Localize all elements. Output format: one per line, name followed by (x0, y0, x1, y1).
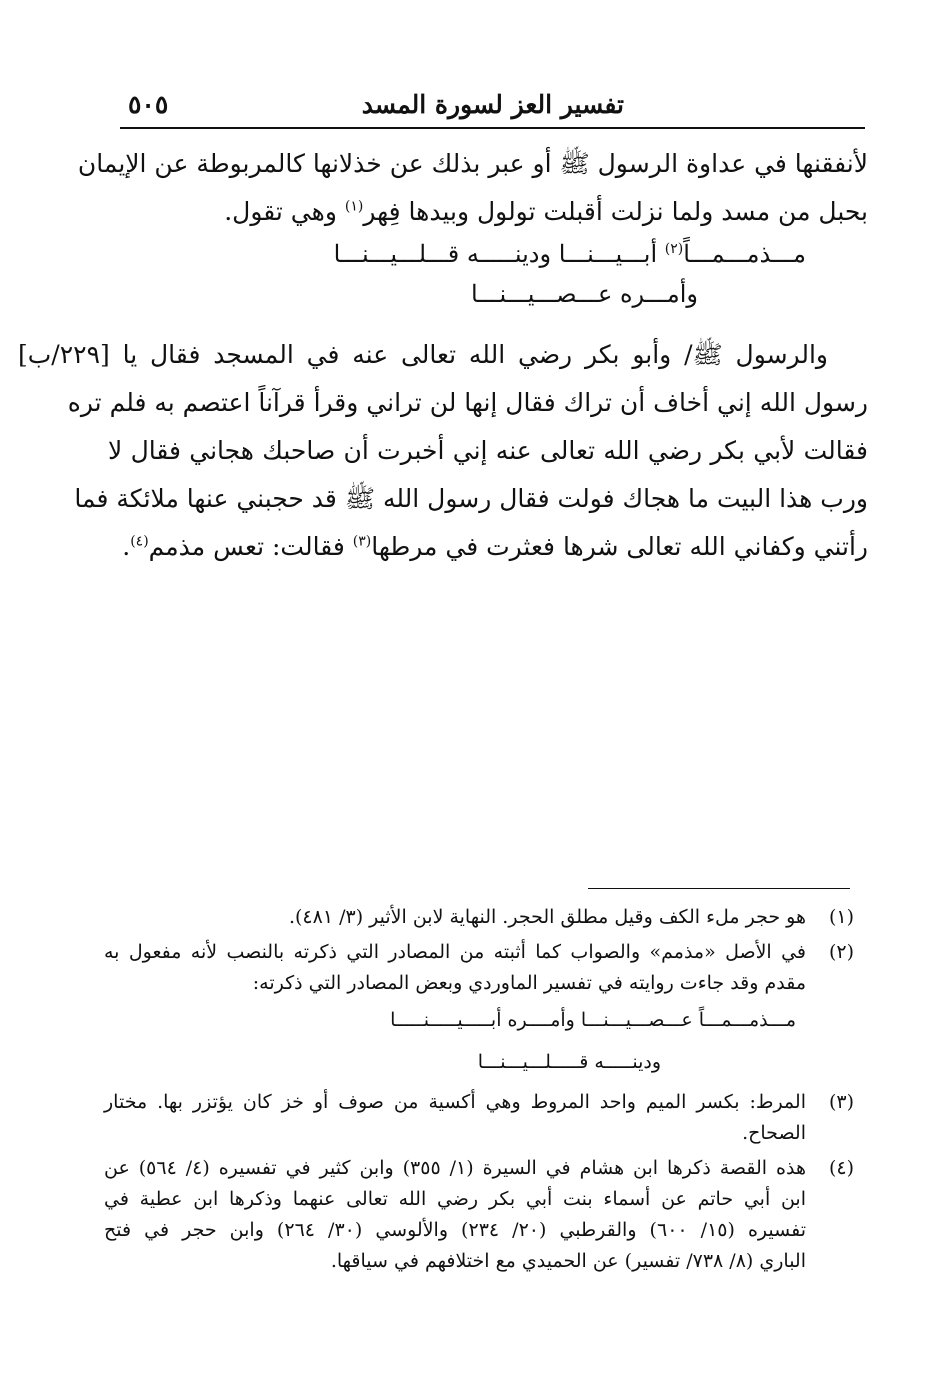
footnote-line: مقدم وقد جاءت روايته في تفسير الماوردي وبعض المصادر التي ذكرته: (252, 972, 806, 994)
page-number: ٥٠٥ (128, 90, 169, 119)
text-line-2-main: بحبل من مسد ولما نزلت أقبلت تولول وبيدها فِهر (363, 197, 868, 226)
text-line-7-tail: . (122, 532, 131, 561)
footnote-line: الباري (٨/ ٧٣٨/ تفسير) عن الحميدي مع اختلافهم في سياقها. (330, 1250, 806, 1272)
verse-1-part-b: أبـــيـــنـــا ودينـــــه قـــلـــيـــنـــا (333, 240, 665, 268)
footnote-2 (104, 937, 854, 1083)
footnote-number: (٣) (828, 1091, 854, 1113)
text-line-7-mid: فقالت: تعس مذمم (148, 532, 353, 561)
footnote-3 (104, 1087, 854, 1149)
footnote-verse-line-2: ودينـــــه قـــــلـــيـــنـــا (477, 1051, 661, 1073)
footnote-line: في الأصل «مذمم» والصواب كما أثبته من المصادر التي ذكرته بالنصب لأنه مفعول به (104, 941, 806, 963)
footnote-line: تفسيره (١٥/ ٦٠٠) والقرطبي (٢٠/ ٢٣٤) والألوسي (٣٠/ ٢٦٤) وابن حجر في فتح (104, 1219, 806, 1241)
text-line-2-tail: وهي تقول. (224, 197, 345, 226)
header-rule (120, 127, 865, 129)
footnote-number: (١) (828, 906, 854, 928)
footnote-separator (588, 888, 850, 889)
footnote-number: (٢) (828, 941, 854, 963)
footnote-ref-1: (١) (344, 198, 364, 215)
verse-line-2: وأمـــره عـــصـــيـــنـــا (471, 280, 698, 308)
verse-1-part-a: مـــذمـــمـــاً (683, 240, 806, 268)
footnote-ref-4: (٤) (130, 533, 149, 550)
footnote-ref-3: (٣) (352, 533, 372, 550)
footnote-verse-line-1: مـــذمـــمـــاً عـــصـــيـــنـــا وأمــــره أبـــــيـــــنـــــا (390, 1009, 796, 1031)
footnote-line: هذه القصة ذكرها ابن هشام في السيرة (١/ ٣٥٥) وابن كثير في تفسيره (٤/ ٥٦٤) عن (104, 1157, 806, 1179)
footnote-1 (104, 902, 854, 933)
text-line-1: لأنفقنها في عداوة الرسول ﷺ أو عبر بذلك عن خذلانها كالمربوطة عن الإيمان (77, 149, 868, 178)
main-text-continued (18, 331, 868, 571)
text-line-2 (108, 188, 868, 236)
footnote-line: هو حجر ملء الكف وقيل مطلق الحجر. النهاية لابن الأثير (٣/ ٤٨١). (288, 906, 806, 928)
footnote-line: المرط: بكسر الميم واحد المروط وهي أكسية من صوف أو خز كان يؤتزر بها. مختار (104, 1091, 806, 1113)
footnote-4 (104, 1153, 854, 1277)
footnote-ref-2: (٢) (664, 241, 684, 257)
main-text (77, 140, 868, 236)
footnote-line: الصحاح. (742, 1122, 806, 1144)
footnotes (104, 902, 854, 1281)
footnote-line: ابن أبي حاتم عن أسماء بنت أبي بكر رضي الله تعالى عنهما وذكرها ابن عطية في (104, 1188, 806, 1210)
footnote-number: (٤) (828, 1157, 854, 1179)
header-title: تفسير العز لسورة المسد (361, 90, 624, 119)
text-line-5: فقالت لأبي بكر رضي الله تعالى عنه إني أخبرت أن صاحبك هجاني فقال لا (108, 436, 868, 465)
verse-line-1 (334, 240, 806, 268)
text-line-7 (108, 523, 868, 571)
running-header (120, 86, 862, 126)
text-line-7-main: رأتني وكفاني الله تعالى شرها فعثرت في مرطها (371, 532, 868, 561)
text-line-4: رسول الله إني أخاف أن تراك فقال إنها لن تراني وقرأ قرآناً اعتصم به فلم تره (67, 388, 868, 417)
text-line-6: ورب هذا البيت ما هجاك فولت فقال رسول الله ﷺ قد حجبني عنها ملائكة فما (74, 484, 868, 513)
text-line-3: والرسول ﷺ/ وأبو بكر رضي الله تعالى عنه في المسجد فقال يا [٢٢٩/ب] (18, 340, 828, 369)
